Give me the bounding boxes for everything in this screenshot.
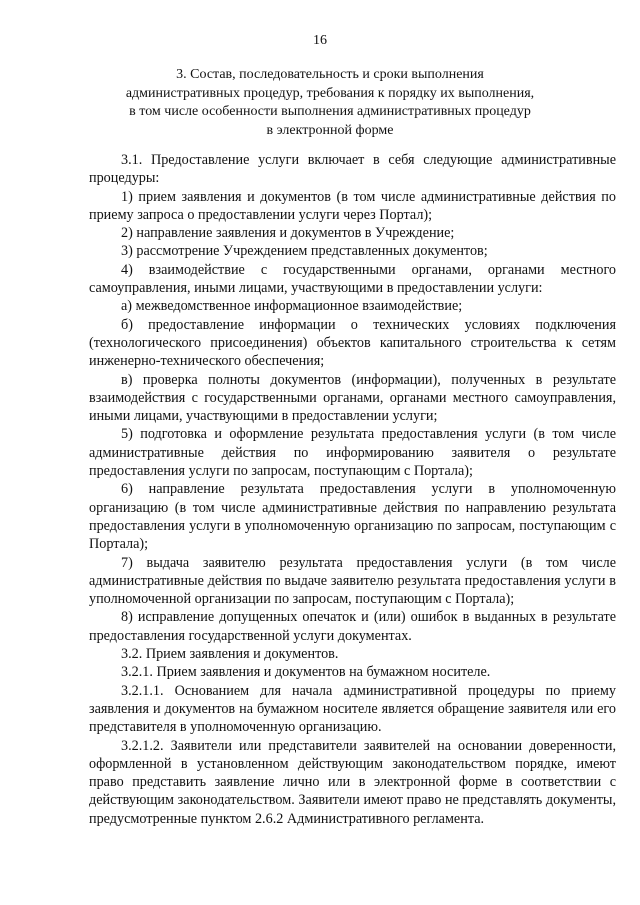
paragraph: 8) исправление допущенных опечаток и (или) ошибок в выданных в результате предоставления государственной услуги документах. xyxy=(89,609,616,644)
paragraph: 7) выдача заявителю результата предоставления услуги (в том числе административные действия по выдаче заявителю результата предоставления услуги в уполномоченной организации по запросам, поступающим с Портала); xyxy=(89,554,616,608)
paragraph: 3.2. Прием заявления и документов. xyxy=(121,646,339,663)
section-heading xyxy=(120,66,540,140)
paragraph: а) межведомственное информационное взаимодействие; xyxy=(121,298,463,315)
paragraph: 3.1. Предоставление услуги включает в себя следующие административные процедуры: xyxy=(89,152,616,187)
paragraph: 3) рассмотрение Учреждением представленных документов; xyxy=(121,243,488,260)
paragraph: 2) направление заявления и документов в Учреждение; xyxy=(121,225,455,242)
document-body xyxy=(89,151,616,828)
heading-line: в том числе особенности выполнения административных процедур xyxy=(129,104,531,119)
paragraph: 1) прием заявления и документов (в том числе административные действия по приему запроса о предоставлении услуги через Портал); xyxy=(89,188,616,223)
paragraph: в) проверка полноты документов (информации), полученных в результате взаимодействия с государственными органами, органами местного самоуправления, иными лицами, участвующими в предоставлении услуги; xyxy=(89,371,616,425)
paragraph: б) предоставление информации о технических условиях подключения (технологического присоединения) объектов капитального строительства к сетям инженерно-технического обеспечения; xyxy=(89,316,616,370)
heading-line: в электронной форме xyxy=(266,122,394,138)
heading-line: 3. Состав, последовательность и сроки выполнения xyxy=(176,67,484,82)
paragraph: 3.2.1. Прием заявления и документов на бумажном носителе. xyxy=(121,664,491,681)
paragraph: 4) взаимодействие с государственными органами, органами местного самоуправления, иными лицами, участвующими в предоставлении услуги: xyxy=(89,261,616,297)
heading-line: административных процедур, требования к порядку их выполнения, xyxy=(125,85,535,101)
paragraph: 6) направление результата предоставления услуги в уполномоченную организацию (в том числе административные действия по направлению результата предоставления услуги в уполномоченную организацию по запросам, поступающим с Портала); xyxy=(89,481,616,553)
paragraph: 3.2.1.1. Основанием для начала административной процедуры по приему заявления и документов на бумажном носителе является обращение заявителя или его представителя в уполномоченную организацию. xyxy=(89,682,616,736)
paragraph: 3.2.1.2. Заявители или представители заявителей на основании доверенности, оформленной в установленном действующим законодательством порядке, имеют право представить заявление лично или в электронной форме в соответствии с действующим законодательством. Заявители имеют право не представлять документы, предусмотренные пунктом 2.6.2 Административного регламента. xyxy=(89,737,616,827)
paragraph: 5) подготовка и оформление результата предоставления услуги (в том числе административные действия по информированию заявителя о результате предоставления услуги по запросам, поступающим с Портала); xyxy=(89,426,616,480)
page-number: 16 xyxy=(313,33,327,48)
